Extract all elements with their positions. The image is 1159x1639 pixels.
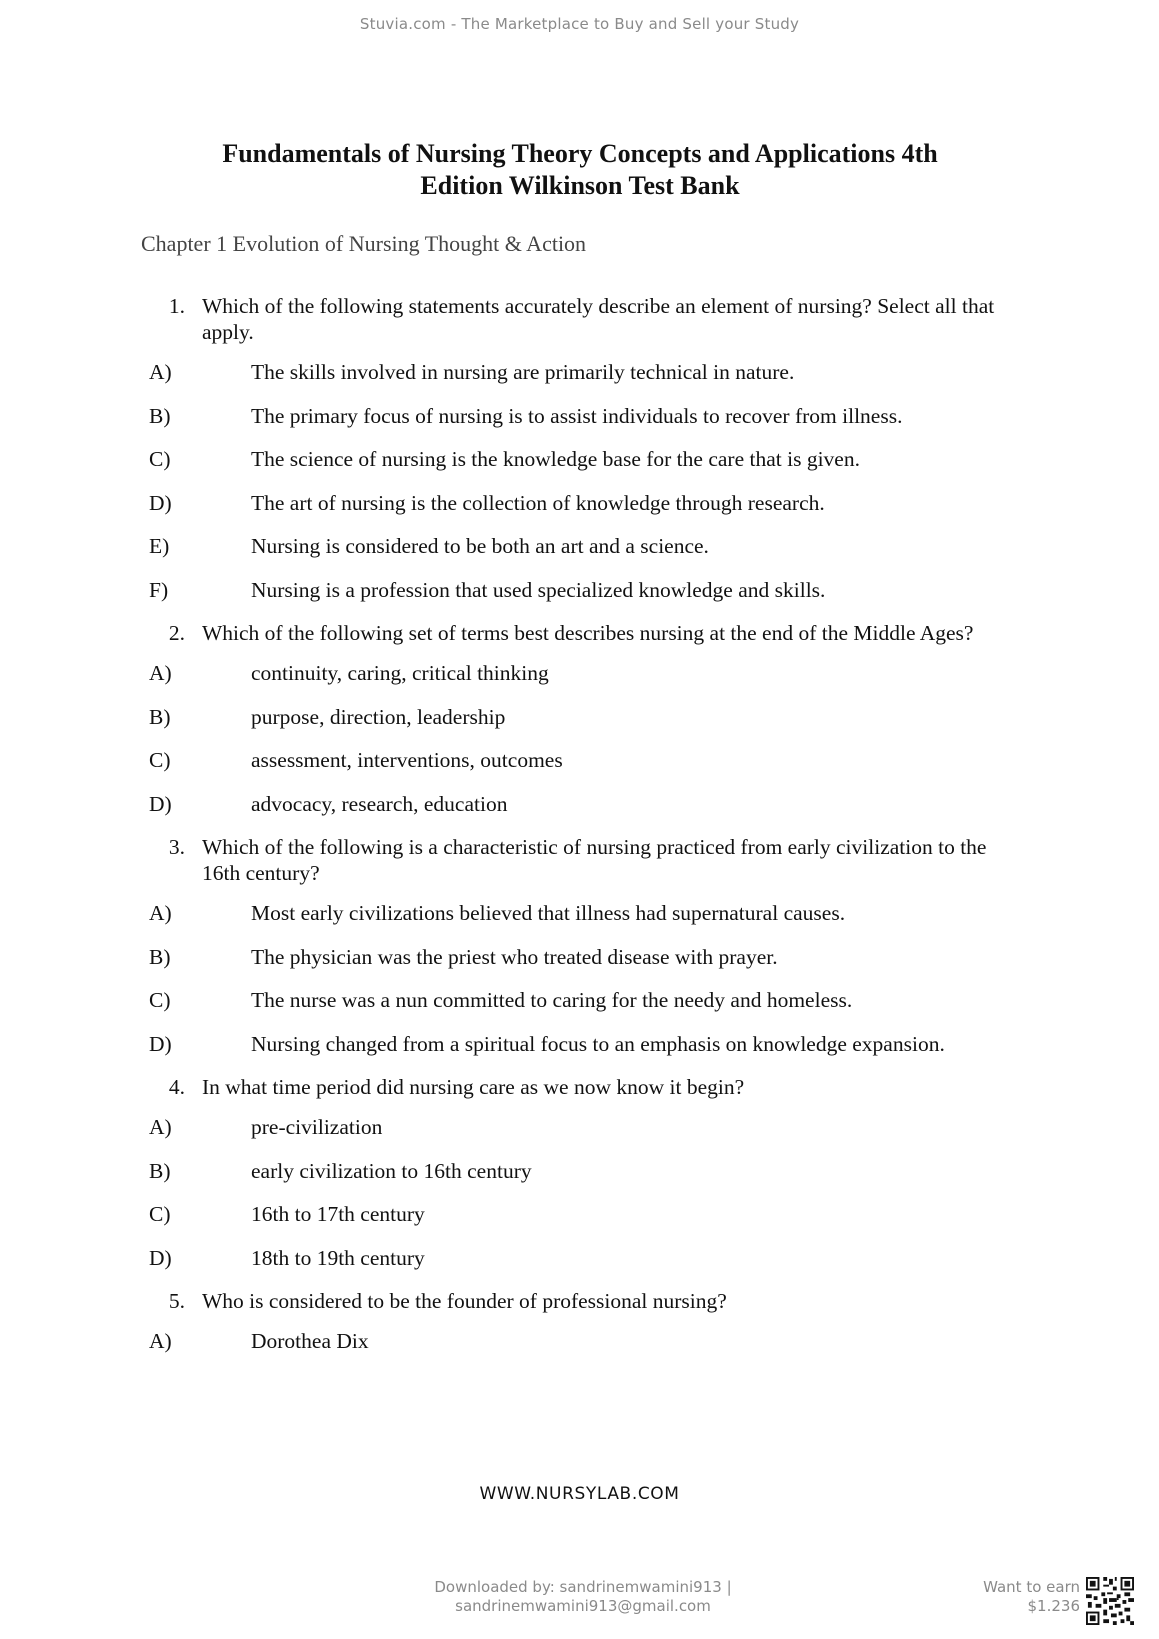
answer-option bbox=[0, 930, 1159, 974]
option-letter: A) bbox=[149, 901, 172, 925]
option-text: early civilization to 16th century bbox=[251, 1158, 532, 1183]
option-letter: F) bbox=[149, 577, 169, 602]
question-text: Who is considered to be the founder of professional nursing? bbox=[202, 1289, 727, 1313]
option-letter: D) bbox=[149, 490, 172, 515]
answer-option bbox=[0, 973, 1159, 1017]
download-info bbox=[383, 1578, 783, 1616]
question-item bbox=[0, 1288, 1159, 1314]
stuvia-header-banner: Stuvia.com - The Marketplace to Buy and Sell your Study bbox=[359, 15, 800, 33]
option-letter: A) bbox=[149, 1329, 172, 1353]
question-number: 2. bbox=[168, 621, 185, 645]
answer-option bbox=[0, 476, 1159, 520]
earn-promo-label: Want to earn bbox=[983, 1578, 1080, 1596]
option-letter: C) bbox=[149, 988, 171, 1012]
option-letter: D) bbox=[149, 1031, 172, 1056]
answer-option bbox=[0, 1187, 1159, 1231]
question-list bbox=[0, 293, 1159, 1358]
answer-option bbox=[0, 690, 1159, 734]
download-line-email: sandrinemwamini913@gmail.com bbox=[455, 1597, 711, 1615]
question-number: 5. bbox=[168, 1289, 185, 1313]
option-text: continuity, caring, critical thinking bbox=[251, 661, 549, 685]
option-letter: E) bbox=[149, 534, 170, 558]
option-text: Most early civilizations believed that illness had supernatural causes. bbox=[251, 901, 846, 925]
download-line-user: Downloaded by: sandrinemwamini913 | bbox=[434, 1578, 732, 1596]
question-item bbox=[0, 834, 1159, 886]
answer-option bbox=[0, 1144, 1159, 1188]
answer-option bbox=[0, 1017, 1159, 1061]
option-letter: B) bbox=[149, 403, 171, 428]
option-letter: A) bbox=[149, 360, 172, 384]
option-text: Nursing changed from a spiritual focus to an emphasis on knowledge expansion. bbox=[251, 1031, 945, 1056]
option-text: 18th to 19th century bbox=[251, 1245, 425, 1270]
answer-option bbox=[0, 777, 1159, 821]
question-number: 1. bbox=[168, 294, 185, 318]
question-text: In what time period did nursing care as we now know it begin? bbox=[202, 1075, 745, 1099]
earn-promo[interactable] bbox=[940, 1578, 1080, 1616]
answer-option bbox=[0, 519, 1159, 563]
answer-option bbox=[0, 1231, 1159, 1275]
option-text: The art of nursing is the collection of knowledge through research. bbox=[251, 490, 825, 515]
answer-option bbox=[0, 1100, 1159, 1144]
option-letter: C) bbox=[149, 748, 171, 772]
answer-option bbox=[0, 733, 1159, 777]
answer-option bbox=[0, 1314, 1159, 1358]
option-text: advocacy, research, education bbox=[251, 791, 508, 816]
question-item bbox=[0, 1074, 1159, 1100]
option-letter: A) bbox=[149, 661, 172, 685]
option-text: assessment, interventions, outcomes bbox=[251, 748, 563, 772]
answer-option bbox=[0, 646, 1159, 690]
option-text: Nursing is considered to be both an art and a science. bbox=[251, 534, 709, 558]
qr-code-icon[interactable] bbox=[1086, 1577, 1134, 1625]
footer-website[interactable]: WWW.NURSYLAB.COM bbox=[479, 1484, 680, 1504]
option-letter: C) bbox=[149, 1202, 171, 1226]
answer-option bbox=[0, 563, 1159, 607]
chapter-heading: Chapter 1 Evolution of Nursing Thought & Action bbox=[141, 231, 587, 256]
question-item bbox=[0, 620, 1159, 646]
option-text: purpose, direction, leadership bbox=[251, 704, 506, 729]
option-letter: C) bbox=[149, 447, 171, 471]
option-text: Dorothea Dix bbox=[251, 1329, 369, 1353]
question-text: Which of the following set of terms best describes nursing at the end of the Middle Ages? bbox=[202, 621, 974, 645]
option-letter: D) bbox=[149, 791, 172, 816]
option-text: The nurse was a nun committed to caring for the needy and homeless. bbox=[251, 988, 853, 1012]
option-text: 16th to 17th century bbox=[251, 1202, 425, 1226]
answer-option bbox=[0, 432, 1159, 476]
earn-promo-amount: $1.236 bbox=[1027, 1597, 1080, 1615]
question-number: 3. bbox=[168, 835, 185, 859]
document-title: Fundamentals of Nursing Theory Concepts and Applications 4th Edition Wilkinson Test Bank bbox=[222, 139, 938, 200]
option-letter: B) bbox=[149, 1158, 171, 1183]
option-letter: D) bbox=[149, 1245, 172, 1270]
option-text: pre-civilization bbox=[251, 1115, 383, 1139]
option-letter: B) bbox=[149, 704, 171, 729]
question-number: 4. bbox=[168, 1075, 185, 1099]
option-letter: B) bbox=[149, 944, 171, 969]
question-item bbox=[0, 293, 1159, 345]
answer-option bbox=[0, 886, 1159, 930]
option-text: The skills involved in nursing are primarily technical in nature. bbox=[251, 360, 795, 384]
option-text: The primary focus of nursing is to assist individuals to recover from illness. bbox=[251, 403, 903, 428]
option-text: The physician was the priest who treated disease with prayer. bbox=[251, 944, 778, 969]
question-text: Which of the following statements accurately describe an element of nursing? Select all that apply. bbox=[202, 294, 995, 344]
question-text: Which of the following is a characteristic of nursing practiced from early civilization to the 16th century? bbox=[202, 835, 987, 885]
option-text: Nursing is a profession that used specialized knowledge and skills. bbox=[251, 577, 826, 602]
option-letter: A) bbox=[149, 1115, 172, 1139]
answer-option bbox=[0, 345, 1159, 389]
answer-option bbox=[0, 389, 1159, 433]
option-text: The science of nursing is the knowledge base for the care that is given. bbox=[251, 447, 860, 471]
